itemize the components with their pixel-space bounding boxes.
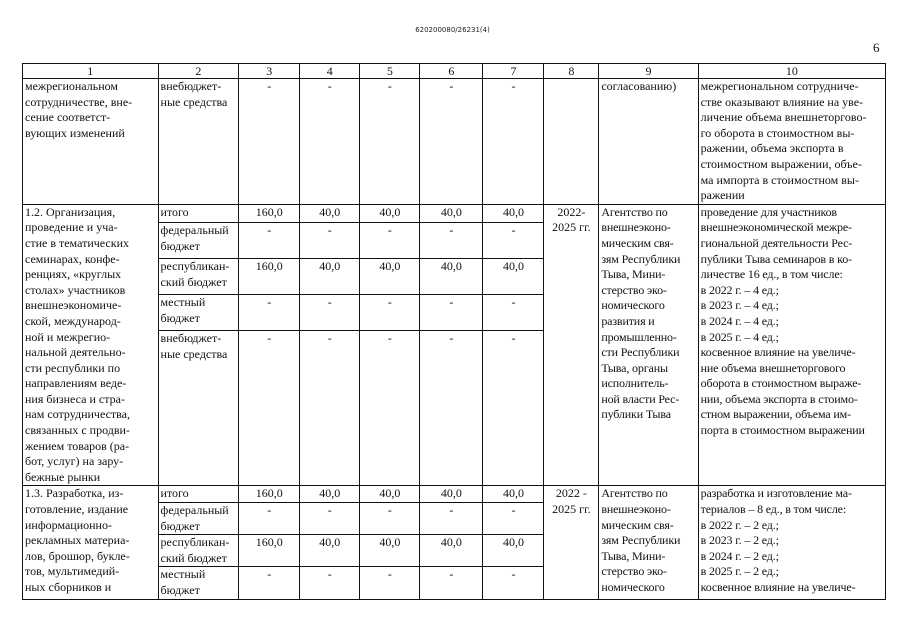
funding-source: республикан- ский бюджет	[158, 535, 239, 567]
amount-total: 160,0	[239, 259, 300, 295]
column-header-2: 2	[158, 64, 239, 79]
responsible: согласованию)	[599, 79, 698, 205]
amount-2023: 40,0	[360, 259, 420, 295]
column-header-9: 9	[599, 64, 698, 79]
table-row	[23, 204, 886, 223]
column-header-5: 5	[360, 64, 420, 79]
column-numbers-row	[23, 64, 886, 79]
amount-total: -	[239, 79, 300, 205]
period	[544, 79, 599, 205]
column-header-6: 6	[420, 64, 483, 79]
column-header-7: 7	[483, 64, 544, 79]
amount-2025: -	[483, 295, 544, 331]
amount-2023: -	[360, 79, 420, 205]
amount-total: -	[239, 503, 300, 535]
amount-2022: -	[300, 331, 360, 486]
table-row	[23, 79, 886, 205]
amount-2024: 40,0	[420, 259, 483, 295]
table-row	[23, 486, 886, 503]
amount-2025: 40,0	[483, 486, 544, 503]
amount-2024: -	[420, 79, 483, 205]
expected-result: разработка и изготовление ма- териалов – 8 ед., в том числе: в 2022 г. – 2 ед.; в 2023 г. – 2 ед.; в 2024 г. – 2 ед.; в 2025 г. – 2 ед.; косвенное влияние на увеличе-	[698, 486, 885, 599]
amount-2022: -	[300, 567, 360, 599]
amount-2022: 40,0	[300, 535, 360, 567]
column-header-8: 8	[544, 64, 599, 79]
amount-2022: 40,0	[300, 204, 360, 223]
funding-source: внебюджет- ные средства	[158, 331, 239, 486]
amount-total: 160,0	[239, 204, 300, 223]
funding-source: федеральный бюджет	[158, 503, 239, 535]
funding-source: итого	[158, 486, 239, 503]
amount-2025: 40,0	[483, 204, 544, 223]
amount-2025: -	[483, 79, 544, 205]
expected-result: межрегиональном сотрудниче- стве оказывают влияние на уве- личение объема внешнеторгово- го оборота в стоимостном вы- ражении, объема экспорта в стоимостном выражении, объе- ма импорта в стоимостном вы- ражении	[698, 79, 885, 205]
amount-2023: -	[360, 295, 420, 331]
amount-2022: -	[300, 223, 360, 259]
amount-2025: -	[483, 567, 544, 599]
funding-source: федеральный бюджет	[158, 223, 239, 259]
measure-name: 1.3. Разработка, из- готовление, издание информационно- рекламных материа- лов, брошюр, букле- тов, мультимедий- ных сборников и	[23, 486, 159, 599]
amount-2022: 40,0	[300, 486, 360, 503]
measure-name: межрегиональном сотрудничестве, вне- сение соответст- вующих изменений	[23, 79, 159, 205]
amount-2024: -	[420, 331, 483, 486]
amount-total: -	[239, 223, 300, 259]
amount-total: 160,0	[239, 486, 300, 503]
funding-source: итого	[158, 204, 239, 223]
expected-result: проведение для участников внешнеэкономической межре- гиональной деятельности Рес- публики Тыва семинаров в ко- личестве 16 ед., в том числе: в 2022 г. – 4 ед.; в 2023 г. – 4 ед.; в 2024 г. – 4 ед.; в 2025 г. – 4 ед.; косвенное влияние на увеличе- ние объема внешнеторгового оборота в стоимостном выраже- нии, объема экспорта в стоимо- стном выражении, объема им- порта в стоимостном выражении	[698, 204, 885, 486]
page-number: 6	[873, 40, 880, 55]
funding-source: местный бюджет	[158, 567, 239, 599]
measure-name: 1.2. Организация, проведение и уча- стие в тематических семинарах, конфе- ренциях, «круглых столах» участников внешнеэкономиче- ской, международ- ной и межрегио- нальной деятельно- сти республики по направлениям веде- ния бизнеса и стра- нам сотрудничества, связанных с продви- жением товаров (ра- бот, услуг) на зару- бежные рынки	[23, 204, 159, 486]
responsible: Агентство по внешнеэконо- мическим свя- зям Республики Тыва, Мини- стерство эко- номического развития и промышленно- сти Республики Тыва, органы исполнитель- ной власти Рес- публики Тыва	[599, 204, 698, 486]
amount-2024: 40,0	[420, 204, 483, 223]
column-header-4: 4	[300, 64, 360, 79]
amount-2025: 40,0	[483, 259, 544, 295]
period: 2022 - 2025 гг.	[544, 486, 599, 599]
amount-2023: -	[360, 503, 420, 535]
amount-2023: 40,0	[360, 486, 420, 503]
amount-2023: -	[360, 331, 420, 486]
amount-2024: -	[420, 503, 483, 535]
amount-2022: -	[300, 295, 360, 331]
amount-2025: -	[483, 503, 544, 535]
amount-2022: -	[300, 503, 360, 535]
amount-2025: -	[483, 223, 544, 259]
program-table	[22, 63, 886, 600]
amount-2024: -	[420, 223, 483, 259]
funding-source: внебюджет- ные средства	[158, 79, 239, 205]
amount-2023: -	[360, 223, 420, 259]
amount-total: -	[239, 295, 300, 331]
amount-2024: -	[420, 567, 483, 599]
amount-2025: 40,0	[483, 535, 544, 567]
responsible: Агентство по внешнеэконо- мическим свя- зям Республики Тыва, Мини- стерство эко- номического	[599, 486, 698, 599]
column-header-10: 10	[698, 64, 885, 79]
amount-2025: -	[483, 331, 544, 486]
document-code: 620200080/26231(4)	[415, 26, 490, 34]
funding-source: республикан- ский бюджет	[158, 259, 239, 295]
amount-total: -	[239, 567, 300, 599]
amount-2022: 40,0	[300, 259, 360, 295]
funding-source: местный бюджет	[158, 295, 239, 331]
amount-total: -	[239, 331, 300, 486]
amount-2022: -	[300, 79, 360, 205]
amount-2024: 40,0	[420, 486, 483, 503]
amount-2023: 40,0	[360, 535, 420, 567]
amount-2023: -	[360, 567, 420, 599]
amount-2023: 40,0	[360, 204, 420, 223]
period: 2022- 2025 гг.	[544, 204, 599, 486]
column-header-1: 1	[23, 64, 159, 79]
column-header-3: 3	[239, 64, 300, 79]
amount-2024: 40,0	[420, 535, 483, 567]
amount-total: 160,0	[239, 535, 300, 567]
amount-2024: -	[420, 295, 483, 331]
